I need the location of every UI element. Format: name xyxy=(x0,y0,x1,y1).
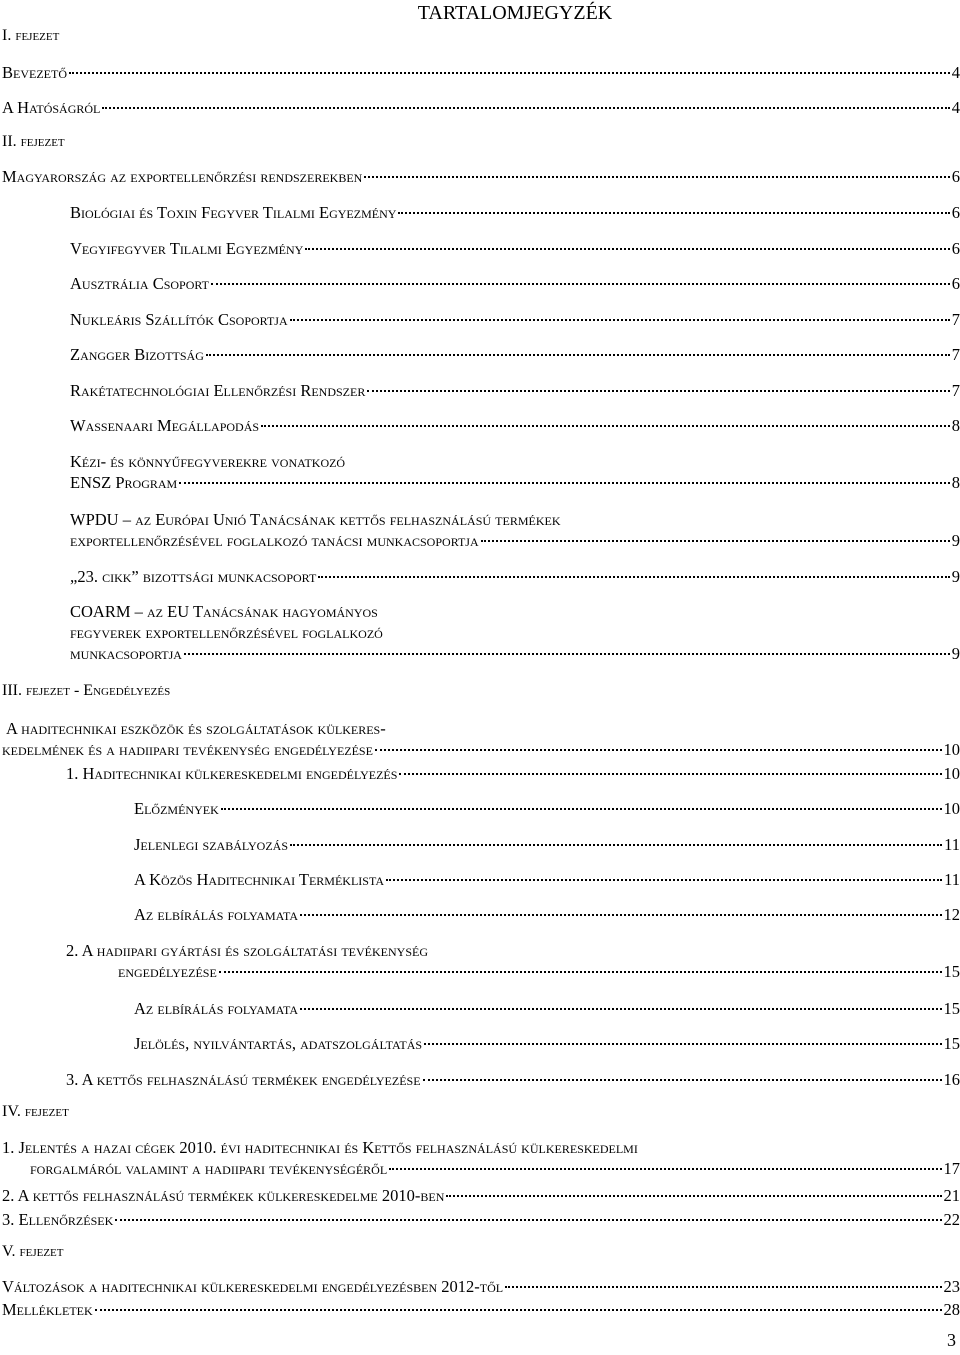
leader-dots xyxy=(399,773,941,775)
toc-entry-text: Vegyifegyver Tilalmi Egyezmény xyxy=(70,239,304,258)
toc-entry-page: 16 xyxy=(943,1070,960,1089)
toc-entry[interactable] xyxy=(70,451,960,493)
toc-entry[interactable] xyxy=(134,834,960,855)
toc-entry[interactable] xyxy=(134,1033,960,1054)
leader-dots xyxy=(206,354,950,356)
toc-entry-text: Magyarország az exportellenőrzési rendszerekben xyxy=(2,167,363,186)
leader-dots xyxy=(386,879,942,881)
toc-entry-text: Az elbírálás folyamata xyxy=(134,999,299,1018)
toc-entry-text: Előzmények xyxy=(134,799,219,818)
toc-title: TARTALOMJEGYZÉK xyxy=(417,2,613,24)
leader-dots xyxy=(300,1008,941,1010)
toc-entry-text: Az elbírálás folyamata xyxy=(134,905,299,924)
toc-entry-page: 6 xyxy=(951,239,960,258)
leader-dots xyxy=(423,1079,942,1081)
toc-entry[interactable] xyxy=(70,344,960,365)
leader-dots xyxy=(481,540,950,542)
toc-entry[interactable] xyxy=(70,566,960,587)
toc-entry[interactable] xyxy=(70,309,960,330)
toc-entry-text-line2: fegyverek exportellenőrzésével foglalkozó xyxy=(70,623,383,642)
toc-entry-page: 9 xyxy=(951,567,960,586)
toc-entry[interactable] xyxy=(66,763,960,784)
toc-entry-page: 8 xyxy=(951,473,960,492)
toc-entry-page: 6 xyxy=(951,203,960,222)
toc-entry-page: 15 xyxy=(943,999,960,1018)
toc-entry[interactable] xyxy=(70,238,960,259)
toc-entry-text: 2. A kettős felhasználású termékek külkereskedelme 2010-ben xyxy=(2,1186,445,1205)
toc-entry-text: Rakétatechnológiai Ellenőrzési Rendszer xyxy=(70,381,366,400)
toc-entry[interactable] xyxy=(2,1185,960,1206)
toc-entry-page: 15 xyxy=(943,1034,960,1053)
toc-entry-page: 22 xyxy=(943,1210,960,1229)
toc-entry[interactable] xyxy=(70,273,960,294)
chapter-heading: II. fejezet xyxy=(2,133,65,150)
page-number: 3 xyxy=(947,1330,956,1350)
toc-entry-page: 9 xyxy=(951,644,960,663)
toc-entry[interactable] xyxy=(66,1069,960,1090)
leader-dots xyxy=(219,971,942,973)
toc-entry-page: 6 xyxy=(951,274,960,293)
toc-entry-page: 4 xyxy=(951,98,960,117)
toc-entry-text: 1. Haditechnikai külkereskedelmi engedélyezés xyxy=(66,764,398,783)
leader-dots xyxy=(102,107,949,109)
toc-entry-text-line1: 1. Jelentés a hazai cégek 2010. évi haditechnikai és Kettős felhasználású külkereskedelmi xyxy=(2,1138,638,1157)
toc-entry-text: A Hatóságról xyxy=(2,98,101,117)
toc-entry-text: Ausztrália Csoport xyxy=(70,274,210,293)
toc-entry[interactable] xyxy=(2,62,960,83)
leader-dots xyxy=(221,808,942,810)
toc-entry-text: Jelenlegi szabályozás xyxy=(134,835,288,854)
toc-entry-text: Bevezető xyxy=(2,63,67,82)
toc-entry[interactable] xyxy=(134,904,960,925)
toc-entry-text: Változások a haditechnikai külkereskedelmi engedélyezésben 2012-től xyxy=(2,1277,504,1296)
toc-entry-page: 15 xyxy=(943,962,960,981)
toc-entry-text: 3. Ellenőrzések xyxy=(2,1210,114,1229)
toc-entry[interactable] xyxy=(2,1299,960,1320)
toc-entry[interactable] xyxy=(70,509,960,551)
toc-entry[interactable] xyxy=(2,1209,960,1230)
leader-dots xyxy=(290,319,950,321)
toc-entry-page: 10 xyxy=(943,799,960,818)
toc-entry-page: 11 xyxy=(944,835,960,854)
toc-entry-text: Mellékletek xyxy=(2,1300,93,1319)
toc-entry-page: 11 xyxy=(944,870,960,889)
toc-entry[interactable] xyxy=(70,202,960,223)
toc-entry[interactable] xyxy=(70,380,960,401)
leader-dots xyxy=(389,1168,941,1170)
toc-entry[interactable] xyxy=(66,940,960,982)
toc-entry[interactable] xyxy=(2,718,960,760)
toc-entry-page: 8 xyxy=(951,416,960,435)
toc-entry-text: Wassenaari Megállapodás xyxy=(70,416,260,435)
toc-entry-text: A Közös Haditechnikai Terméklista xyxy=(134,870,385,889)
leader-dots xyxy=(95,1309,942,1311)
toc-entry-text: 3. A kettős felhasználású termékek engedélyezése xyxy=(66,1070,421,1089)
toc-entry-page: 7 xyxy=(951,345,960,364)
chapter-heading: IV. fejezet xyxy=(2,1103,69,1120)
leader-dots xyxy=(318,576,949,578)
toc-entry-page: 17 xyxy=(943,1159,960,1178)
leader-dots xyxy=(424,1043,941,1045)
toc-entry-page: 4 xyxy=(951,63,960,82)
leader-dots xyxy=(305,248,949,250)
leader-dots xyxy=(69,72,950,74)
toc-entry[interactable] xyxy=(2,1276,960,1297)
leader-dots xyxy=(446,1195,941,1197)
leader-dots xyxy=(375,749,942,751)
toc-entry-page: 12 xyxy=(943,905,960,924)
toc-entry-text-line1: COARM – az EU Tanácsának hagyományos xyxy=(70,602,378,621)
chapter-heading: III. fejezet - Engedélyezés xyxy=(2,682,171,699)
toc-entry-page: 23 xyxy=(943,1277,960,1296)
toc-entry-text: munkacsoportja xyxy=(70,644,182,663)
toc-entry-text: ENSZ Program xyxy=(70,473,178,492)
toc-entry-text: Nukleáris Szállítók Csoportja xyxy=(70,310,288,329)
leader-dots xyxy=(211,283,950,285)
leader-dots xyxy=(261,425,950,427)
toc-entry[interactable] xyxy=(2,1137,960,1179)
toc-entry-text: engedélyezése xyxy=(118,962,217,981)
toc-entry[interactable] xyxy=(70,415,960,436)
toc-entry-text: kedelmének és a hadiipari tevékenység engedélyezése xyxy=(2,740,373,759)
leader-dots xyxy=(184,653,950,655)
toc-entry-page: 10 xyxy=(943,740,960,759)
chapter-heading: V. fejezet xyxy=(2,1243,64,1260)
leader-dots xyxy=(505,1286,941,1288)
toc-entry-page: 7 xyxy=(951,310,960,329)
toc-entry-page: 9 xyxy=(951,531,960,550)
toc-entry[interactable] xyxy=(134,869,960,890)
toc-entry[interactable] xyxy=(134,998,960,1019)
toc-entry-text: Jelölés, nyilvántartás, adatszolgáltatás xyxy=(134,1034,423,1053)
toc-entry-text-line1: 2. A hadiipari gyártási és szolgáltatási tevékenység xyxy=(66,941,428,960)
toc-entry[interactable] xyxy=(134,798,960,819)
toc-entry-page: 28 xyxy=(943,1300,960,1319)
leader-dots xyxy=(364,176,949,178)
toc-entry-page: 10 xyxy=(943,764,960,783)
toc-entry-page: 7 xyxy=(951,381,960,400)
toc-entry-text: „23. cikk” bizottsági munkacsoport xyxy=(70,567,317,586)
leader-dots xyxy=(367,390,949,392)
leader-dots xyxy=(115,1219,941,1221)
toc-entry-page: 21 xyxy=(943,1186,960,1205)
leader-dots xyxy=(179,482,950,484)
toc-entry[interactable] xyxy=(2,166,960,187)
leader-dots xyxy=(300,914,941,916)
leader-dots xyxy=(398,212,949,214)
toc-entry-page: 6 xyxy=(951,167,960,186)
toc-entry-text: Zangger Bizottság xyxy=(70,345,204,364)
toc-entry[interactable] xyxy=(2,97,960,118)
toc-entry-text-line1: Kézi- és könnyűfegyverekre vonatkozó xyxy=(70,452,346,471)
toc-entry-text-line1: A haditechnikai eszközök és szolgáltatások külkeres- xyxy=(6,719,386,738)
toc-entry-text-line1: WPDU – az Európai Unió Tanácsának kettős felhasználású termékek xyxy=(70,510,561,529)
leader-dots xyxy=(290,844,942,846)
toc-entry-text: forgalmáról valamint a hadiipari tevékenységéről xyxy=(30,1159,388,1178)
chapter-heading: I. fejezet xyxy=(2,27,60,44)
toc-entry-text: exportellenőrzésével foglalkozó tanácsi munkacsoportja xyxy=(70,531,479,550)
toc-entry-text: Biológiai és Toxin Fegyver Tilalmi Egyezmény xyxy=(70,203,397,222)
toc-entry[interactable] xyxy=(70,601,960,664)
